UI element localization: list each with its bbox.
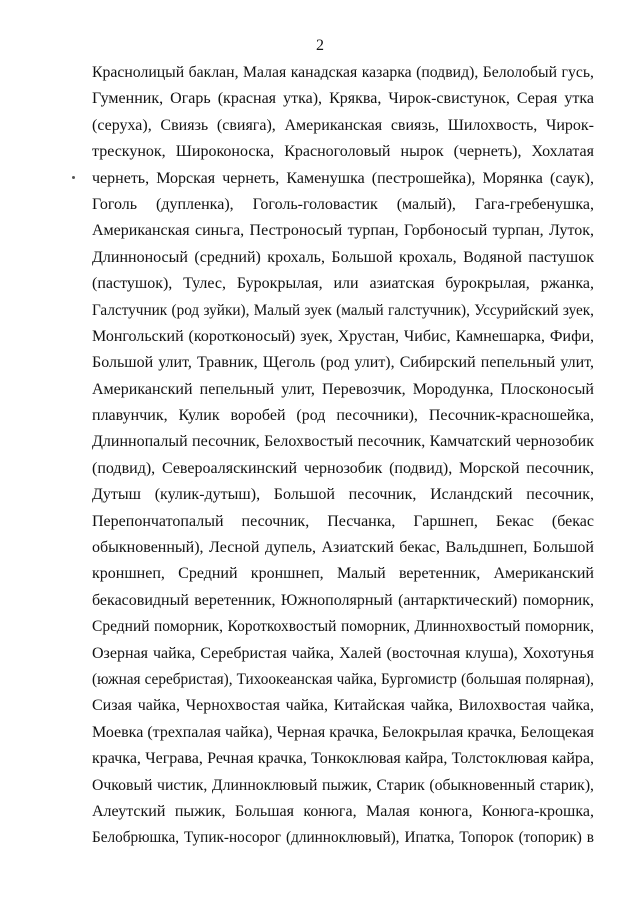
text-line: Озерная чайка, Серебристая чайка, Халей (восточная клуша), Хохотунья [92,644,594,662]
text-line: Моевка (трехпалая чайка), Черная крачка, Белокрылая крачка, Белощекая [92,723,594,741]
body-text [92,60,594,852]
text-line: Средний поморник, Короткохвостый поморник, Длиннохвостый поморник, [92,618,594,636]
page-number: 2 [316,37,324,54]
text-line: Перепончатопалый песочник, Песчанка, Гаршнеп, Бекас (бекас [92,512,594,530]
text-line: Длинноносый (средний) крохаль, Большой крохаль, Водяной пастушок [92,248,594,266]
text-line: обыкновенный), Лесной дупель, Азиатский бекас, Вальдшнеп, Большой [92,539,594,557]
text-line: (пастушок), Тулес, Бурокрылая, или азиатская бурокрылая, ржанка, [92,275,594,293]
text-line: Белобрюшка, Тупик-носорог (длинноклювый), Ипатка, Топорок (топорик) в [92,829,594,847]
text-line: Монгольский (коротконосый) зуек, Хрустан, Чибис, Камнешарка, Фифи, [92,327,594,345]
text-line: Длиннопалый песочник, Белохвостый песочник, Камчатский чернозобик [92,433,594,451]
text-line: Большой улит, Травник, Щеголь (род улит), Сибирский пепельный улит, [92,354,594,372]
text-line: чернеть, Морская чернеть, Каменушка (пестрошейка), Морянка (саук), [92,169,594,187]
text-line: Американский пепельный улит, Перевозчик, Мородунка, Плосконосый [92,380,594,398]
text-line: Дутыш (кулик-дутыш), Большой песочник, Исландский песочник, [92,486,594,504]
text-line: Краснолицый баклан, Малая канадская казарка (подвид), Белолобый гусь, [92,64,594,81]
text-line: Сизая чайка, Чернохвостая чайка, Китайская чайка, Вилохвостая чайка, [92,697,594,715]
text-line: бекасовидный веретенник, Южнополярный (антарктический) поморник, [92,591,594,609]
margin-mark [72,176,75,179]
text-line: Галстучник (род зуйки), Малый зуек (малый галстучник), Уссурийский зуек, [92,301,594,319]
text-line: Американская синьга, Пестроносый турпан, Горбоносый турпан, Луток, [92,222,594,240]
text-line: (южная серебристая), Тихоокеанская чайка, Бургомистр (большая полярная), [92,670,594,688]
text-line: крачка, Чеграва, Речная крачка, Тонкоклювая кайра, Толстоклювая кайра, [92,750,594,768]
text-line: (подвид), Североаляскинский чернозобик (подвид), Морской песочник, [92,459,594,477]
text-line: трескунок, Широконоска, Красноголовый нырок (чернеть), Хохлатая [92,143,594,161]
text-line: Гоголь (дупленка), Гоголь-головастик (малый), Гага-гребенушка, [92,195,594,213]
text-line: плавунчик, Кулик воробей (род песочники), Песочник-красношейка, [92,407,594,425]
text-line: (серуха), Свиязь (свияга), Американская свиязь, Шилохвость, Чирок- [92,116,594,134]
text-line: Очковый чистик, Длинноклювый пыжик, Старик (обыкновенный старик), [92,776,594,794]
text-line: Гуменник, Огарь (красная утка), Кряква, Чирок-свистунок, Серая утка [92,90,594,108]
text-line: Алеутский пыжик, Большая конюга, Малая конюга, Конюга-крошка, [92,802,594,820]
text-line: кроншнеп, Средний кроншнеп, Малый веретенник, Американский [92,565,594,583]
